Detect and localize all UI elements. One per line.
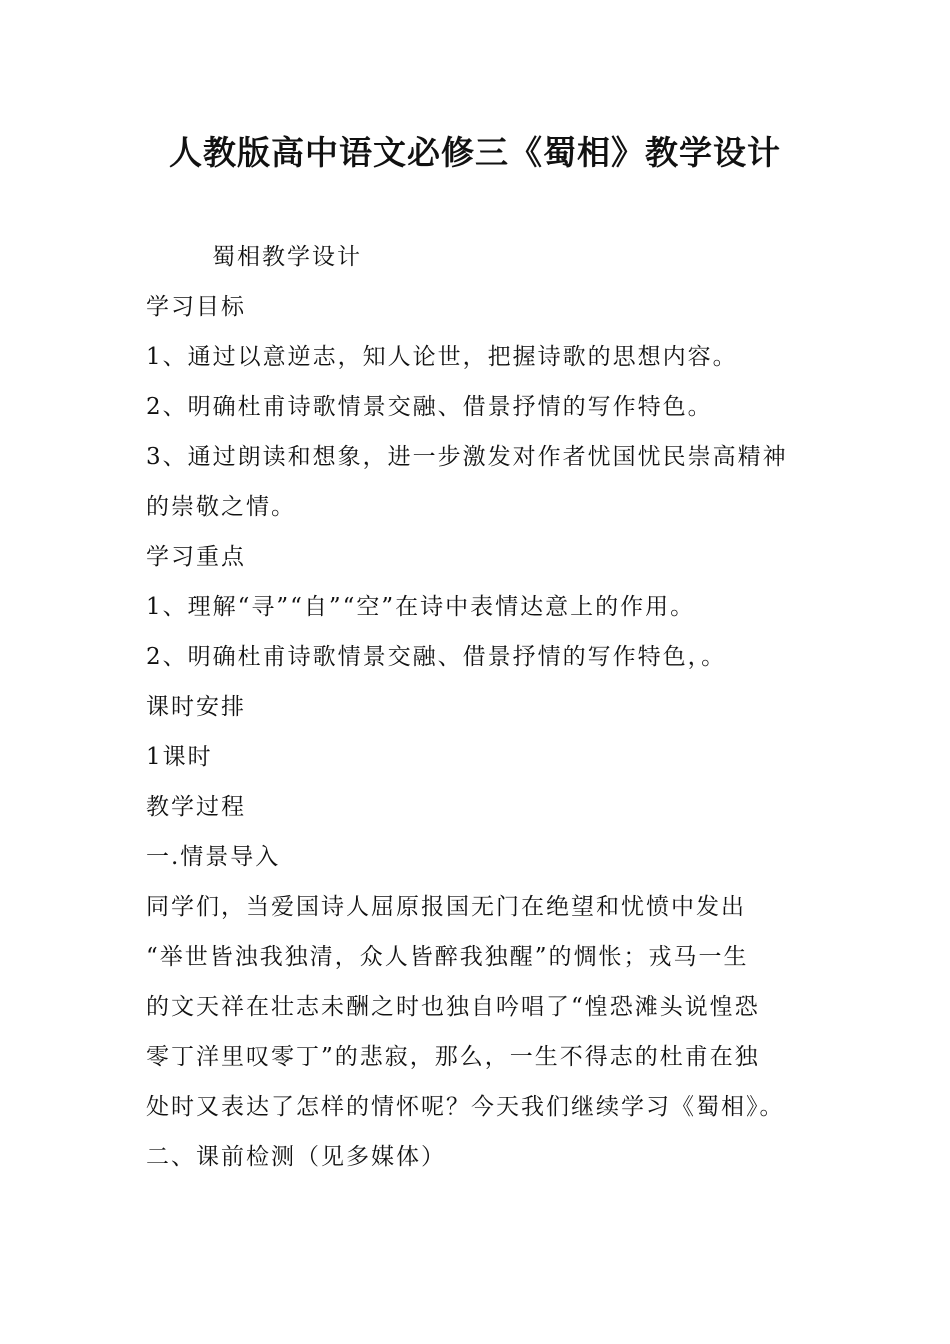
key-point-item-1: 1、理解“寻”“自”“空”在诗中表情达意上的作用。 (146, 594, 696, 620)
schedule-value: 1课时 (146, 744, 213, 770)
section-heading-schedule: 课时安排 (146, 694, 246, 720)
objective-item-3-part-1: 3、通过朗读和想象，进一步激发对作者忧国忧民崇高精神 (146, 444, 788, 470)
document-body (146, 232, 808, 1182)
process-step-2-heading: 二、课前检测（见多媒体） (146, 1144, 446, 1170)
intro-paragraph-line-5: 处时又表达了怎样的情怀呢？今天我们继续学习《蜀相》。 (146, 1094, 785, 1120)
document-title: 人教版高中语文必修三《蜀相》教学设计 (169, 133, 781, 172)
objective-item-3-part-2: 的崇敬之情。 (146, 494, 296, 520)
section-heading-key-points: 学习重点 (146, 544, 246, 570)
intro-paragraph-line-1: 同学们，当爱国诗人屈原报国无门在绝望和忧愤中发出 (146, 894, 746, 920)
objective-item-2: 2、明确杜甫诗歌情景交融、借景抒情的写作特色。 (146, 394, 713, 420)
section-heading-objectives: 学习目标 (146, 294, 246, 320)
document-subtitle: 蜀相教学设计 (212, 244, 362, 270)
process-step-1-heading: 一.情景导入 (146, 844, 281, 870)
intro-paragraph-line-3: 的文天祥在壮志未酬之时也独自吟唱了“惶恐滩头说惶恐 (146, 994, 760, 1020)
objective-item-1: 1、通过以意逆志，知人论世，把握诗歌的思想内容。 (146, 344, 738, 370)
intro-paragraph-line-2: “举世皆浊我独清，众人皆醉我独醒”的惆怅；戎马一生 (146, 944, 749, 970)
intro-paragraph-line-4: 零丁洋里叹零丁”的悲寂，那么，一生不得志的杜甫在独 (146, 1044, 760, 1070)
key-point-item-2: 2、明确杜甫诗歌情景交融、借景抒情的写作特色，。 (146, 644, 727, 670)
section-heading-process: 教学过程 (146, 794, 246, 820)
